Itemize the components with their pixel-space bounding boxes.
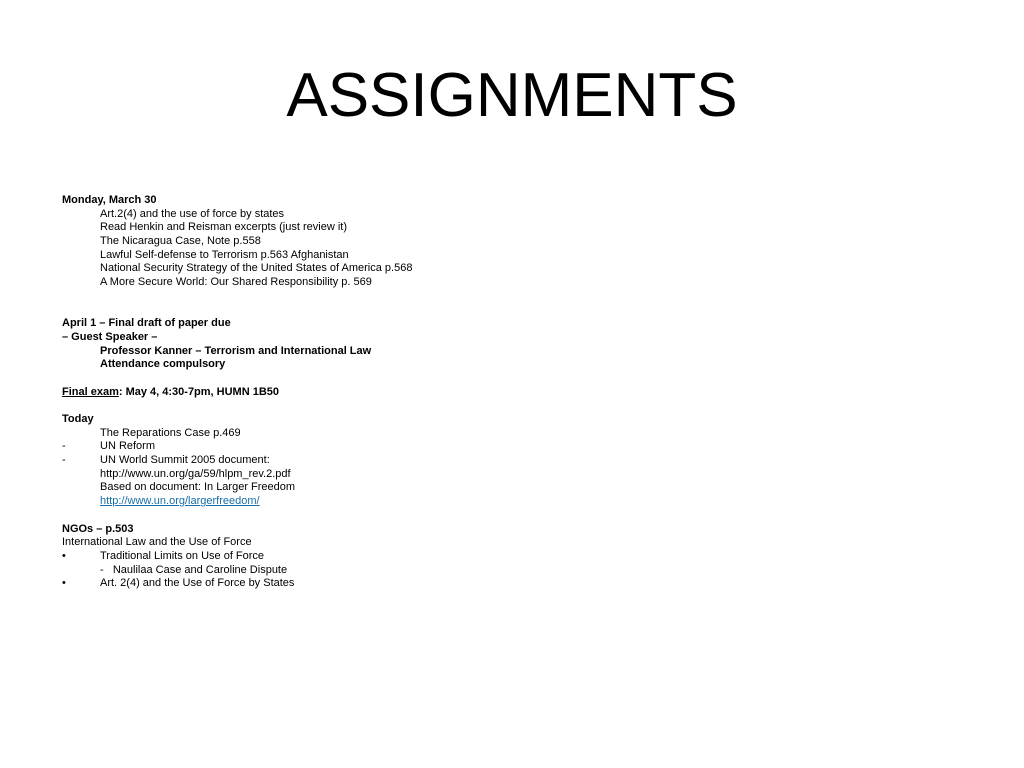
dash-marker: - [100, 563, 104, 576]
bullet-marker: • [62, 549, 66, 562]
bullet-item [62, 550, 962, 564]
monday-item: National Security Strategy of the United States of America p.568 [100, 262, 413, 275]
attendance-note: Attendance compulsory [100, 358, 226, 371]
bullet-text: Art. 2(4) and the Use of Force by States [100, 577, 295, 590]
page-title: ASSIGNMENTS [286, 61, 738, 130]
monday-item: Read Henkin and Reisman excerpts (just review it) [100, 221, 347, 234]
spacer [62, 290, 962, 317]
guest-speaker-name: Professor Kanner – Terrorism and International Law [100, 344, 372, 357]
spacer [62, 399, 962, 413]
today-item-text: UN World Summit 2005 document: [100, 454, 270, 467]
larger-freedom-link-row [62, 495, 962, 509]
dash-marker: - [62, 440, 66, 453]
monday-item: Lawful Self-defense to Terrorism p.563 Afghanistan [100, 248, 349, 261]
april-deadline: April 1 – Final draft of paper due [62, 317, 231, 330]
monday-heading: Monday, March 30 [62, 194, 157, 206]
today-item: Based on document: In Larger Freedom [100, 481, 296, 494]
document-url: http://www.un.org/ga/59/hlpm_rev.2.pdf [100, 467, 291, 480]
guest-speaker-label: – Guest Speaker – [62, 330, 158, 343]
today-item-text: UN Reform [100, 440, 156, 453]
sub-bullet-item [62, 564, 962, 578]
bullet-item [62, 577, 962, 591]
spacer [62, 509, 962, 523]
final-exam [62, 386, 962, 400]
assignment-list [62, 194, 962, 591]
ngos-subheading: International Law and the Use of Force [62, 536, 252, 549]
sub-bullet-text: Naulilaa Case and Caroline Dispute [112, 563, 288, 576]
today-item [62, 454, 962, 468]
ngos-heading: NGOs – p.503 [62, 522, 134, 535]
spacer [62, 372, 962, 386]
monday-item: A More Secure World: Our Shared Responsibility p. 569 [100, 276, 372, 289]
bullet-text: Traditional Limits on Use of Force [100, 549, 265, 562]
dash-marker: - [62, 454, 66, 467]
today-item [62, 440, 962, 454]
today-heading: Today [62, 413, 94, 426]
final-exam-label: Final exam [62, 385, 119, 398]
today-item: The Reparations Case p.469 [100, 426, 241, 439]
larger-freedom-link[interactable]: http://www.un.org/largerfreedom/ [100, 495, 260, 508]
bullet-marker: • [62, 577, 66, 590]
final-exam-details: : May 4, 4:30-7pm, HUMN 1B50 [118, 385, 280, 398]
monday-item: The Nicaragua Case, Note p.558 [100, 235, 261, 248]
monday-item: Art.2(4) and the use of force by states [100, 207, 285, 220]
